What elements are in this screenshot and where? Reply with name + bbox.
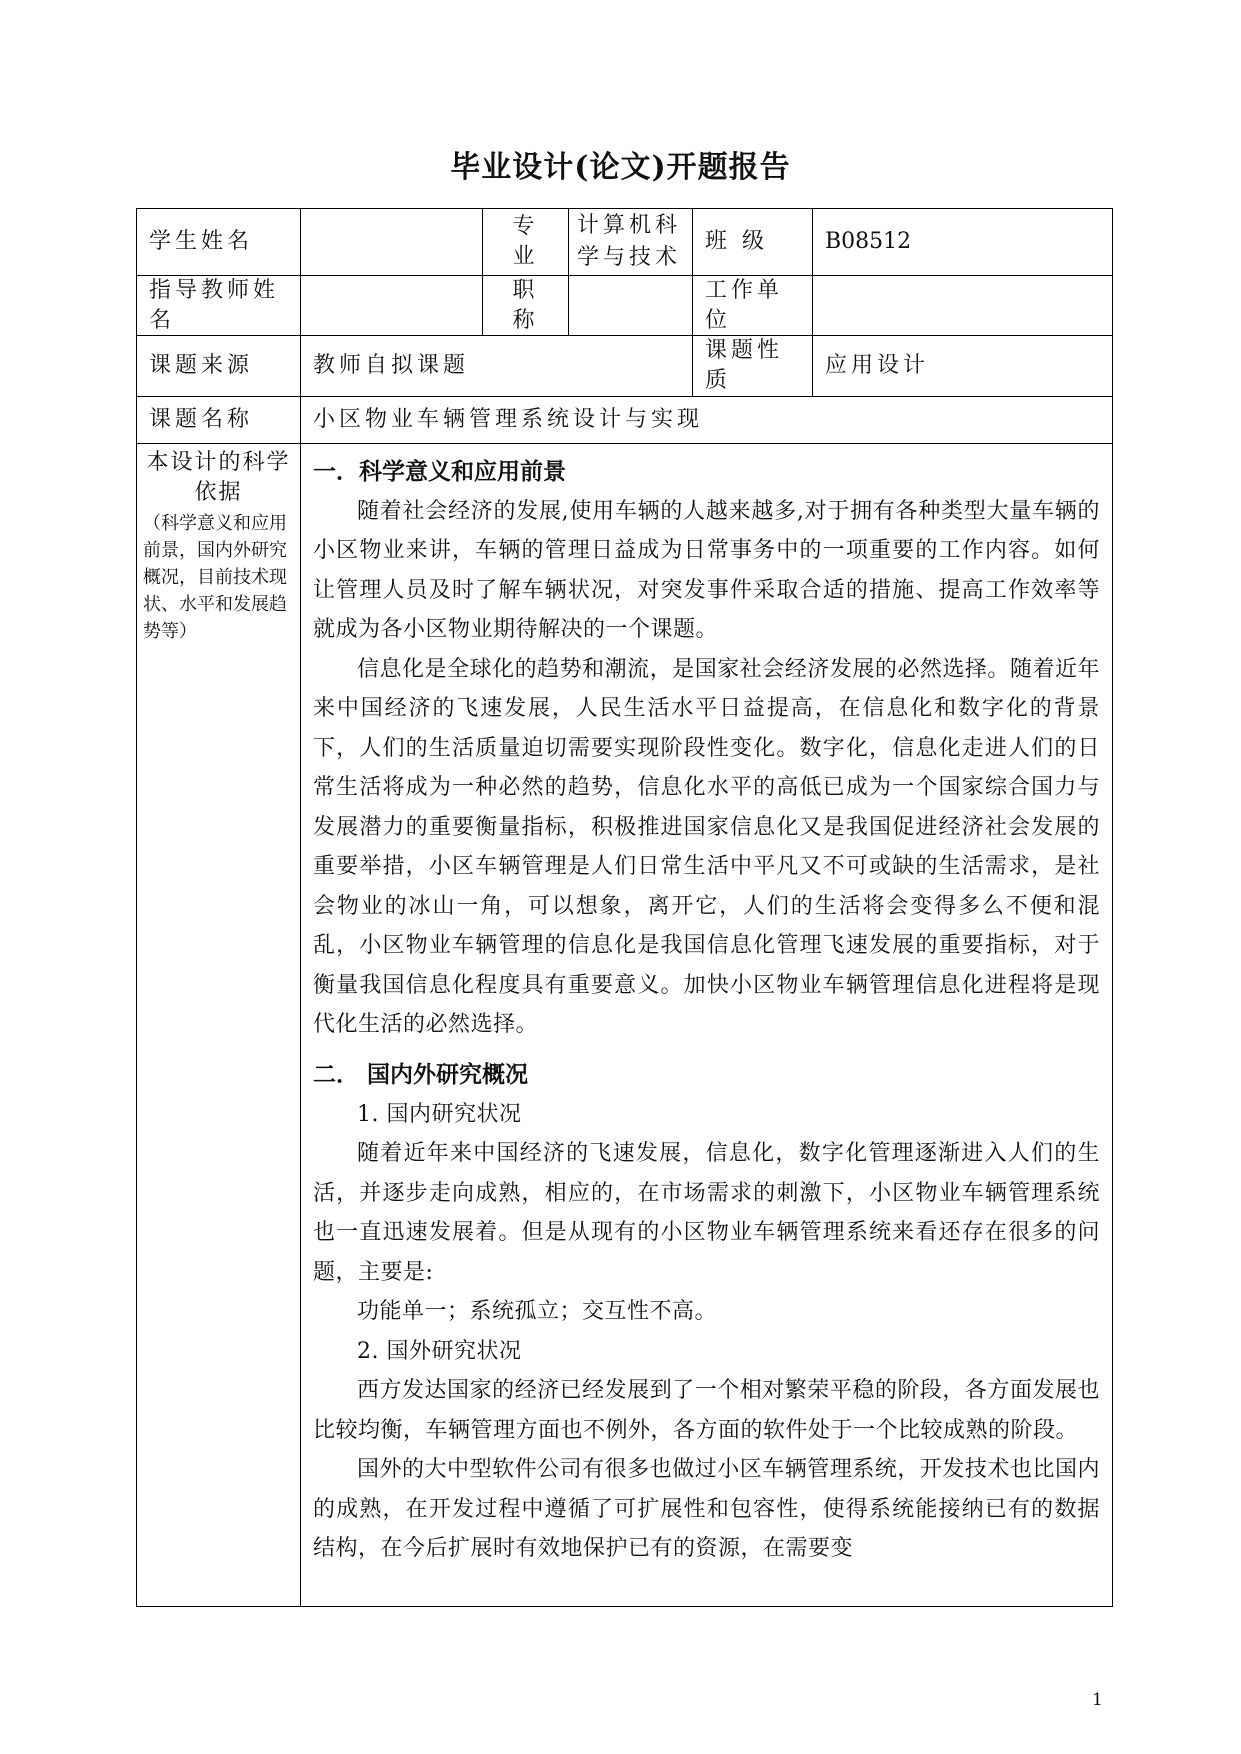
basis-label: 本设计的科学依据 xyxy=(146,449,291,505)
table-row xyxy=(137,276,1113,336)
job-title-value xyxy=(569,276,693,336)
topic-source-label: 课题来源 xyxy=(137,336,301,396)
advisor-name-label: 指导教师姓名 xyxy=(137,276,301,336)
topic-name-label: 课题名称 xyxy=(137,396,301,443)
basis-note: （科学意义和应用前景，国内外研究概况，目前技术现状、水平和发展趋势等） xyxy=(143,512,287,642)
paragraph: 国外的大中型软件公司有很多也做过小区车辆管理系统，开发技术也比国内的成熟，在开发过程中遵循了可扩展性和包容性，使得系统能接纳已有的数据结构，在今后扩展时有效地保护已有的资源，在需要变 xyxy=(313,1457,1100,1562)
table-row xyxy=(137,209,1113,276)
basis-label-cell xyxy=(137,443,301,1606)
paragraph: 随着近年来中国经济的飞速发展，信息化，数字化管理逐渐进入人们的生活，并逐步走向成熟，相应的，在市场需求的刺激下，小区物业车辆管理系统也一直迅速发展着。但是从现有的小区物业车辆管理系统来看还存在很多的问题，主要是: xyxy=(313,1141,1100,1285)
paragraph: 西方发达国家的经济已经发展到了一个相对繁荣平稳的阶段，各方面发展也比较均衡，车辆管理方面也不例外，各方面的软件处于一个比较成熟的阶段。 xyxy=(313,1378,1100,1443)
student-name-label: 学生姓名 xyxy=(137,209,301,276)
topic-source-value: 教师自拟课题 xyxy=(301,336,693,396)
page-number: 1 xyxy=(1092,1690,1103,1710)
topic-nature-label: 课题性质 xyxy=(693,336,813,396)
section-heading: 二． 国内外研究概况 xyxy=(313,1060,529,1088)
topic-nature-value: 应用设计 xyxy=(813,336,1113,396)
work-unit-label: 工作单位 xyxy=(693,276,813,336)
report-table xyxy=(136,208,1113,1607)
table-row xyxy=(137,336,1113,396)
basis-content xyxy=(301,443,1113,1606)
major-label: 专 业 xyxy=(483,209,569,276)
subheading: 2. 国外研究状况 xyxy=(357,1338,522,1364)
job-title-label: 职 称 xyxy=(483,276,569,336)
paragraph: 功能单一；系统孤立；交互性不高。 xyxy=(357,1299,718,1325)
table-row xyxy=(137,396,1113,443)
paragraph: 随着社会经济的发展,使用车辆的人越来越多,对于拥有各种类型大量车辆的小区物业来讲，车辆的管理日益成为日常事务中的一项重要的工作内容。如何让管理人员及时了解车辆状况，对突发事件采取合适的措施、提高工作效率等就成为各小区物业期待解决的一个课题。 xyxy=(313,498,1100,643)
page-title: 毕业设计(论文)开题报告 xyxy=(450,150,791,185)
advisor-name-value xyxy=(301,276,483,336)
paragraph: 信息化是全球化的趋势和潮流，是国家社会经济发展的必然选择。随着近年来中国经济的飞速发展，人民生活水平日益提高，在信息化和数字化的背景下，人们的生活质量迫切需要实现阶段性变化。数字化，信息化走进人们的日常生活将成为一种必然的趋势，信息化水平的高低已成为一个国家综合国力与发展潜力的重要衡量指标，积极推进国家信息化又是我国促进经济社会发展的重要举措，小区车辆管理是人们日常生活中平凡又不可或缺的生活需求，是社会物业的冰山一角，可以想象，离开它，人们的生活将会变得多么不便和混乱，小区物业车辆管理的信息化是我国信息化管理飞速发展的重要指标，对于衡量我国信息化程度具有重要意义。加快小区物业车辆管理信息化进程将是现代化生活的必然选择。 xyxy=(313,656,1100,1038)
class-label: 班 级 xyxy=(693,209,813,276)
subheading: 1. 国内研究状况 xyxy=(357,1101,522,1127)
table-row xyxy=(137,443,1113,1606)
topic-name-value: 小区物业车辆管理系统设计与实现 xyxy=(301,396,1113,443)
section-heading: 一．科学意义和应用前景 xyxy=(313,457,566,485)
major-value: 计算机科学与技术 xyxy=(569,209,693,276)
work-unit-value xyxy=(813,276,1113,336)
student-name-value xyxy=(301,209,483,276)
class-value: B08512 xyxy=(813,209,1113,276)
